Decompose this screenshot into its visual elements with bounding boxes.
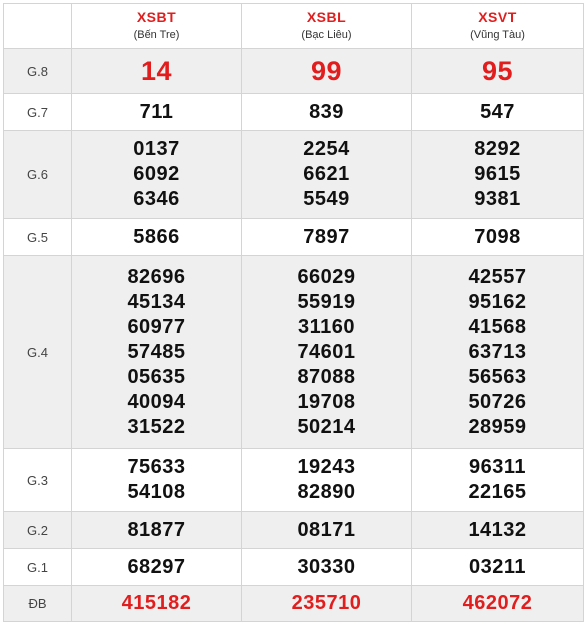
prize-number: 19708 — [297, 390, 356, 413]
prize-cell — [412, 131, 584, 219]
prize-label: G.6 — [4, 131, 72, 219]
prize-cell — [412, 512, 584, 549]
province-code[interactable]: XSVT — [478, 9, 517, 25]
prize-number: 82696 — [127, 265, 186, 288]
prize-number: 81877 — [127, 518, 186, 541]
prize-label: G.8 — [4, 49, 72, 94]
prize-cell — [72, 586, 242, 622]
prize-label: G.5 — [4, 219, 72, 256]
prize-number: 839 — [309, 100, 344, 123]
prize-number: 5866 — [133, 225, 180, 248]
prize-number: 14 — [140, 56, 173, 86]
prize-number: 60977 — [127, 315, 186, 338]
prize-number: 31522 — [127, 415, 186, 438]
prize-number: 68297 — [127, 555, 186, 578]
prize-number: 03211 — [468, 555, 526, 578]
prize-cell — [72, 512, 242, 549]
prize-row-g1 — [4, 549, 584, 586]
prize-row-g4 — [4, 256, 584, 449]
prize-number: 82890 — [297, 481, 356, 503]
prize-cell — [412, 219, 584, 256]
prize-number: 63713 — [468, 340, 527, 363]
prize-number: 711 — [139, 100, 174, 123]
prize-number: 2254 — [303, 138, 350, 160]
prize-row-g8 — [4, 49, 584, 94]
prize-number: 56563 — [468, 365, 527, 388]
prize-number: 462072 — [462, 592, 533, 614]
prize-number: 96311 — [468, 456, 526, 478]
prize-cell — [412, 586, 584, 622]
prize-number: 66029 — [297, 265, 356, 288]
prize-number: 45134 — [127, 290, 186, 313]
prize-number: 08171 — [297, 518, 356, 541]
prize-cell — [72, 256, 242, 449]
prize-cell — [412, 94, 584, 131]
prize-number: 95 — [481, 56, 514, 86]
prize-number: 50214 — [297, 415, 356, 438]
prize-cell — [242, 449, 412, 512]
prize-cell — [412, 49, 584, 94]
province-code[interactable]: XSBL — [306, 9, 347, 25]
prize-cell — [72, 549, 242, 586]
prize-number: 40094 — [127, 390, 186, 413]
prize-cell — [242, 131, 412, 219]
prize-number: 87088 — [297, 365, 356, 388]
province-code[interactable]: XSBT — [136, 9, 177, 25]
province-name: (Bạc Liêu) — [301, 29, 352, 41]
prize-number: 6092 — [133, 163, 180, 185]
province-header-xsvt[interactable] — [412, 4, 584, 49]
prize-number: 0137 — [133, 138, 180, 160]
prize-cell — [72, 131, 242, 219]
province-header-row — [4, 4, 584, 49]
prize-number: 31160 — [297, 315, 355, 338]
prize-number: 57485 — [127, 340, 186, 363]
prize-row-g5 — [4, 219, 584, 256]
prize-number: 74601 — [297, 340, 356, 363]
prize-number: 235710 — [291, 592, 362, 614]
prize-number: 8292 — [474, 138, 521, 160]
prize-label: G.1 — [4, 549, 72, 586]
prize-cell — [412, 449, 584, 512]
prize-number: 6621 — [303, 163, 350, 185]
prize-cell — [412, 549, 584, 586]
prize-cell — [242, 549, 412, 586]
prize-row-g2 — [4, 512, 584, 549]
prize-label: ĐB — [4, 586, 72, 622]
prize-number: 28959 — [468, 415, 527, 438]
prize-cell — [242, 256, 412, 449]
prize-number: 42557 — [468, 265, 527, 288]
prize-number: 54108 — [127, 481, 186, 503]
prize-cell — [72, 449, 242, 512]
province-name: (Vũng Tàu) — [470, 29, 525, 41]
header-empty-cell — [4, 4, 72, 49]
prize-number: 30330 — [297, 555, 356, 578]
prize-number: 7897 — [303, 225, 350, 248]
prize-number: 99 — [310, 56, 343, 86]
province-name: (Bến Tre) — [133, 29, 180, 41]
prize-cell — [72, 94, 242, 131]
prize-number: 7098 — [474, 225, 521, 248]
prize-number: 19243 — [297, 456, 356, 478]
prize-label: G.7 — [4, 94, 72, 131]
prize-cell — [242, 586, 412, 622]
prize-number: 9615 — [474, 163, 521, 185]
prize-row-special — [4, 586, 584, 622]
prize-cell — [412, 256, 584, 449]
prize-number: 14132 — [468, 518, 527, 541]
prize-number: 41568 — [468, 315, 527, 338]
prize-number: 95162 — [468, 290, 527, 313]
prize-row-g6 — [4, 131, 584, 219]
prize-number: 5549 — [303, 188, 350, 210]
prize-cell — [242, 94, 412, 131]
prize-number: 547 — [480, 100, 515, 123]
prize-label: G.4 — [4, 256, 72, 449]
province-header-xsbl[interactable] — [242, 4, 412, 49]
prize-number: 55919 — [297, 290, 356, 313]
province-header-xsbt[interactable] — [72, 4, 242, 49]
prize-number: 05635 — [127, 365, 186, 388]
prize-label: G.3 — [4, 449, 72, 512]
lottery-results-table — [3, 3, 584, 622]
prize-label: G.2 — [4, 512, 72, 549]
prize-cell — [72, 49, 242, 94]
prize-row-g7 — [4, 94, 584, 131]
prize-number: 6346 — [133, 188, 180, 210]
prize-number: 9381 — [474, 188, 521, 210]
prize-cell — [242, 512, 412, 549]
prize-row-g3 — [4, 449, 584, 512]
prize-cell — [72, 219, 242, 256]
prize-number: 22165 — [468, 481, 527, 503]
prize-cell — [242, 49, 412, 94]
prize-number: 75633 — [127, 456, 186, 478]
prize-number: 50726 — [468, 390, 527, 413]
prize-number: 415182 — [121, 592, 192, 614]
prize-cell — [242, 219, 412, 256]
